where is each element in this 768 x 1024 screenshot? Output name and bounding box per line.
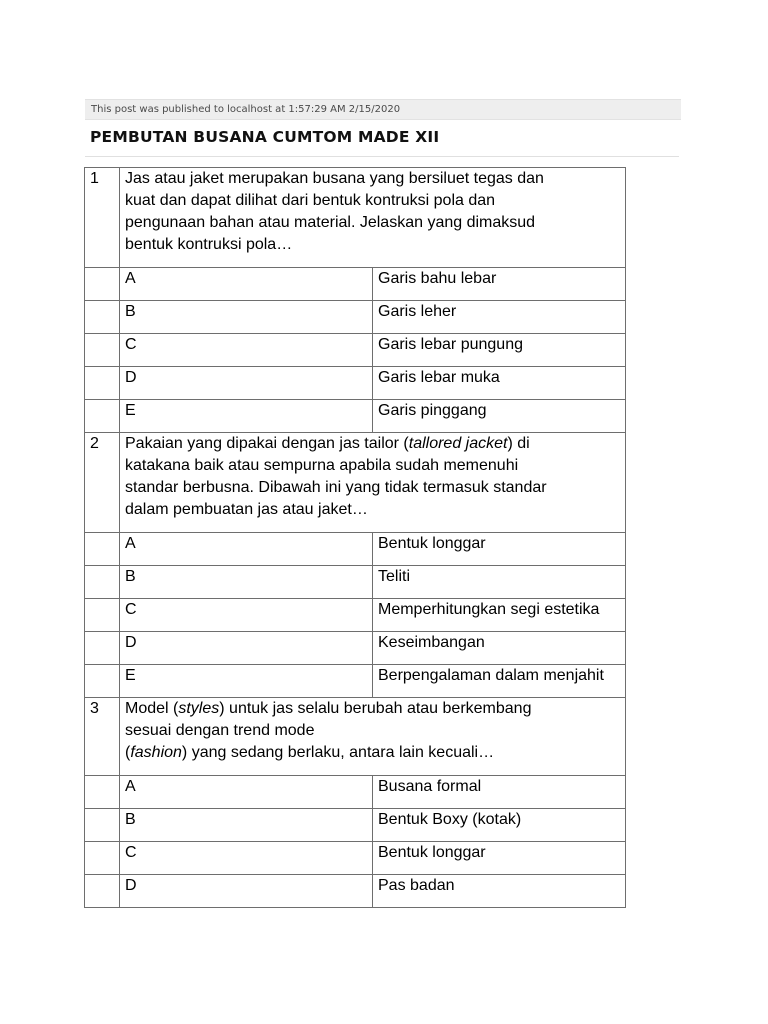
question-italic-term: styles — [178, 700, 220, 717]
question-line: bentuk kontruksi pola… — [125, 236, 293, 253]
option-text: Pas badan — [373, 875, 626, 908]
option-row[interactable] — [85, 875, 626, 908]
question-line: Jas atau jaket merupakan busana yang bersiluet tegas dan — [125, 170, 544, 187]
question-number: 1 — [85, 168, 120, 268]
option-text: Busana formal — [373, 776, 626, 809]
post-meta-text: This post was published to localhost at 1:57:29 AM 2/15/2020 — [91, 104, 401, 115]
spacer-cell — [85, 301, 120, 334]
question-line: (fashion) yang sedang berlaku, antara lain kecuali… — [125, 744, 495, 761]
option-row[interactable] — [85, 599, 626, 632]
option-letter: B — [120, 301, 373, 334]
option-letter: A — [120, 533, 373, 566]
spacer-cell — [85, 400, 120, 433]
option-letter: C — [120, 842, 373, 875]
question-line: kuat dan dapat dilihat dari bentuk kontruksi pola dan — [125, 192, 496, 209]
question-number: 2 — [85, 433, 120, 533]
option-text: Garis bahu lebar — [373, 268, 626, 301]
question-number: 3 — [85, 698, 120, 776]
option-row[interactable] — [85, 400, 626, 433]
option-letter: A — [120, 776, 373, 809]
option-text: Berpengalaman dalam menjahit — [373, 665, 626, 698]
option-text: Garis lebar pungung — [373, 334, 626, 367]
option-row[interactable] — [85, 334, 626, 367]
post-meta-bar — [85, 99, 681, 120]
question-italic-term: tallored jacket — [408, 435, 508, 452]
spacer-cell — [85, 334, 120, 367]
option-letter: D — [120, 632, 373, 665]
spacer-cell — [85, 875, 120, 908]
question-row — [85, 168, 626, 268]
option-text: Keseimbangan — [373, 632, 626, 665]
spacer-cell — [85, 533, 120, 566]
question-line: katakana baik atau sempurna apabila sudah memenuhi — [125, 457, 519, 474]
question-italic-term: fashion — [130, 744, 182, 761]
question-line: pengunaan bahan atau material. Jelaskan yang dimaksud — [125, 214, 536, 231]
question-text — [120, 698, 626, 776]
option-text: Bentuk Boxy (kotak) — [373, 809, 626, 842]
option-row[interactable] — [85, 776, 626, 809]
option-text: Bentuk longgar — [373, 533, 626, 566]
spacer-cell — [85, 632, 120, 665]
option-letter: C — [120, 334, 373, 367]
spacer-cell — [85, 842, 120, 875]
quiz-table — [84, 167, 626, 908]
question-line: sesuai dengan trend mode — [125, 722, 315, 739]
question-text — [120, 168, 626, 268]
option-row[interactable] — [85, 842, 626, 875]
option-letter: E — [120, 400, 373, 433]
option-letter: B — [120, 809, 373, 842]
option-letter: D — [120, 875, 373, 908]
option-row[interactable] — [85, 367, 626, 400]
option-letter: B — [120, 566, 373, 599]
option-letter: C — [120, 599, 373, 632]
spacer-cell — [85, 809, 120, 842]
option-row[interactable] — [85, 566, 626, 599]
spacer-cell — [85, 566, 120, 599]
option-row[interactable] — [85, 665, 626, 698]
option-text: Bentuk longgar — [373, 842, 626, 875]
question-line: standar berbusna. Dibawah ini yang tidak termasuk standar — [125, 479, 547, 496]
option-letter: D — [120, 367, 373, 400]
option-row[interactable] — [85, 533, 626, 566]
spacer-cell — [85, 367, 120, 400]
page-title: PEMBUTAN BUSANA CUMTOM MADE XII — [90, 128, 440, 146]
option-letter: A — [120, 268, 373, 301]
question-line: Model (styles) untuk jas selalu berubah atau berkembang — [125, 700, 532, 717]
option-row[interactable] — [85, 301, 626, 334]
question-line: Pakaian yang dipakai dengan jas tailor (tallored jacket) di — [125, 435, 530, 452]
spacer-cell — [85, 776, 120, 809]
spacer-cell — [85, 268, 120, 301]
option-text: Garis pinggang — [373, 400, 626, 433]
spacer-cell — [85, 665, 120, 698]
option-text: Memperhitungkan segi estetika — [373, 599, 626, 632]
option-text: Garis leher — [373, 301, 626, 334]
option-text: Teliti — [373, 566, 626, 599]
question-text — [120, 433, 626, 533]
question-row — [85, 433, 626, 533]
question-row — [85, 698, 626, 776]
option-letter: E — [120, 665, 373, 698]
spacer-cell — [85, 599, 120, 632]
question-line: dalam pembuatan jas atau jaket… — [125, 501, 368, 518]
option-row[interactable] — [85, 632, 626, 665]
option-row[interactable] — [85, 268, 626, 301]
title-divider — [85, 156, 679, 157]
option-text: Garis lebar muka — [373, 367, 626, 400]
option-row[interactable] — [85, 809, 626, 842]
